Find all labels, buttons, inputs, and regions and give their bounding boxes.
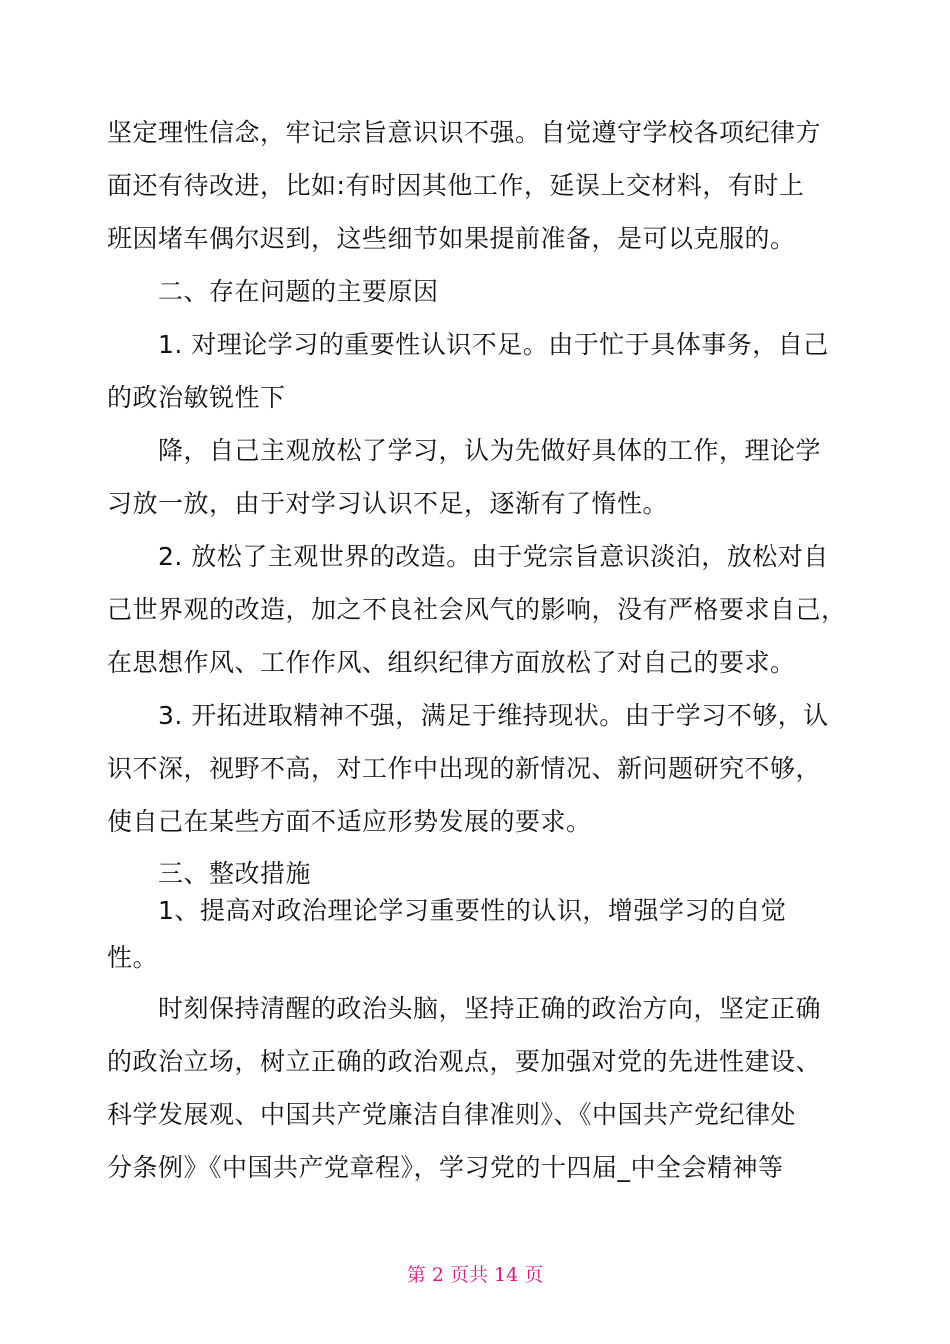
text-line: 科学发展观、中国共产党廉洁自律准则》、《中国共产党纪律处 xyxy=(107,1100,797,1129)
text-line: 的政治立场，树立正确的政治观点，要加强对党的先进性建设、 xyxy=(107,1047,822,1076)
text-line: 的政治敏锐性下 xyxy=(107,383,286,412)
text-line: 坚定理性信念，牢记宗旨意识识不强。自觉遵守学校各项纪律方 xyxy=(107,118,822,147)
text-line: 班因堵车偶尔迟到，这些细节如果提前准备，是可以克服的。 xyxy=(107,224,796,253)
text-line: 性。 xyxy=(107,943,159,972)
text-line: 降，自己主观放松了学习，认为先做好具体的工作，理论学 xyxy=(158,436,822,465)
text-line: 分条例》《中国共产党章程》，学习党的十四届_中全会精神等 xyxy=(107,1153,784,1182)
page-number-footer: 第 2 页共 14 页 xyxy=(406,1264,544,1286)
text-line: 1. 对理论学习的重要性认识不足。由于忙于具体事务，自己 xyxy=(158,330,829,359)
text-line: 1、提高对政治理论学习重要性的认识，增强学习的自觉 xyxy=(158,896,787,925)
text-line: 面还有待改进，比如:有时因其他工作，延误上交材料，有时上 xyxy=(107,171,805,200)
text-line: 2. 放松了主观世界的改造。由于党宗旨意识淡泊，放松对自 xyxy=(158,542,829,571)
section-heading: 二、存在问题的主要原因 xyxy=(158,277,439,306)
text-line: 识不深，视野不高，对工作中出现的新情况、新问题研究不够， xyxy=(107,754,822,783)
section-heading: 三、整改措施 xyxy=(158,859,312,888)
text-line: 己世界观的改造，加之不良社会风气的影响，没有严格要求自己， xyxy=(107,595,847,624)
text-line: 3. 开拓进取精神不强，满足于维持现状。由于学习不够，认 xyxy=(158,701,829,730)
text-line: 使自己在某些方面不适应形势发展的要求。 xyxy=(107,807,592,836)
text-line: 时刻保持清醒的政治头脑，坚持正确的政治方向，坚定正确 xyxy=(158,994,822,1023)
text-line: 习放一放，由于对学习认识不足，逐渐有了惰性。 xyxy=(107,489,669,518)
text-line: 在思想作风、工作作风、组织纪律方面放松了对自己的要求。 xyxy=(107,648,796,677)
